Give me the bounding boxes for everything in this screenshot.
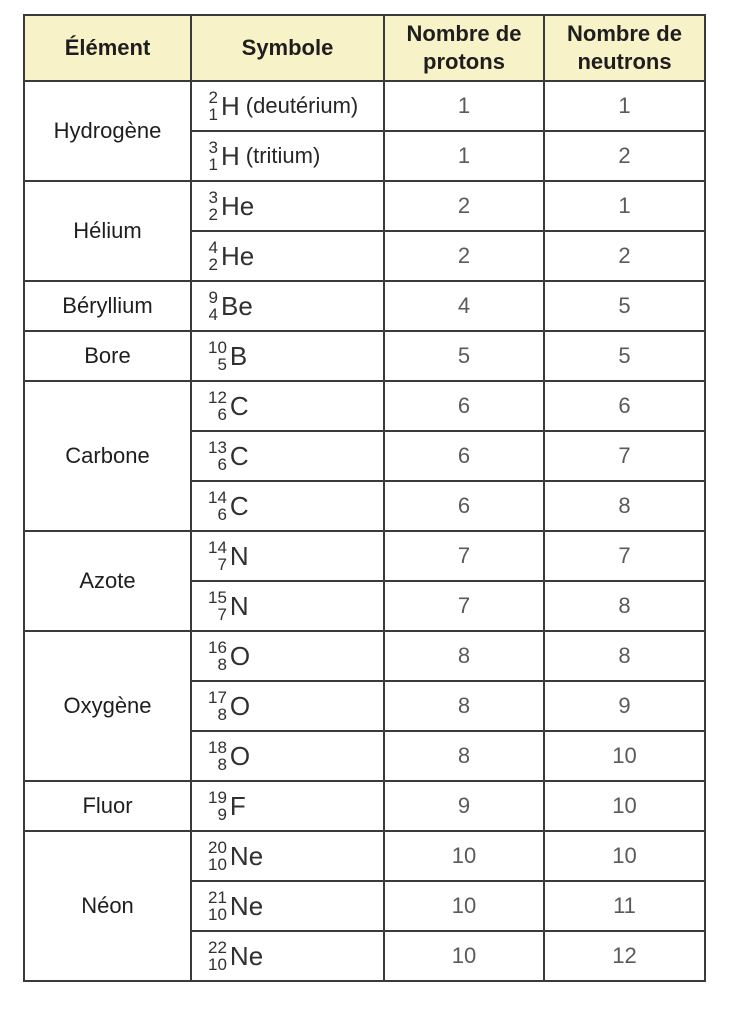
header-element: Élément: [24, 15, 191, 81]
proton-count: 2: [384, 231, 544, 281]
atomic-number: 10: [208, 955, 227, 974]
mass-number: 19: [208, 788, 227, 807]
nuclide-numbers: [208, 589, 227, 623]
nuclide-symbol-cell: [191, 881, 384, 931]
nuclide-notation: [208, 834, 263, 878]
element-symbol: Ne: [229, 891, 264, 921]
proton-count: 8: [384, 631, 544, 681]
nuclide-numbers: [208, 639, 227, 673]
proton-count: 10: [384, 881, 544, 931]
element-symbol: O: [229, 641, 251, 671]
proton-count: 8: [384, 731, 544, 781]
neutron-count: 5: [544, 281, 705, 331]
element-name: Fluor: [24, 781, 191, 831]
nuclide-notation: [208, 284, 253, 328]
mass-number: 14: [208, 538, 227, 557]
element-symbol: F: [229, 791, 246, 821]
element-symbol: O: [229, 741, 251, 771]
nuclide-symbol-cell: [191, 531, 384, 581]
atomic-number: 2: [208, 255, 218, 274]
mass-number: 22: [208, 938, 227, 957]
proton-count: 6: [384, 431, 544, 481]
atomic-number: 1: [208, 105, 218, 124]
proton-count: 6: [384, 481, 544, 531]
nuclide-notation: [208, 584, 249, 628]
nuclide-numbers: [208, 389, 227, 423]
mass-number: 21: [208, 888, 227, 907]
nuclide-numbers: [208, 839, 227, 873]
element-symbol: C: [229, 491, 249, 521]
nuclide-notation: [208, 484, 249, 528]
mass-number: 4: [208, 238, 218, 257]
nuclide-numbers: [208, 489, 227, 523]
table-row: [24, 281, 705, 331]
mass-number: 13: [208, 438, 227, 457]
table-row: [24, 531, 705, 581]
neutron-count: 9: [544, 681, 705, 731]
element-symbol: C: [229, 391, 249, 421]
atomic-number: 6: [217, 505, 227, 524]
nuclide-symbol-cell: [191, 331, 384, 381]
neutron-count: 6: [544, 381, 705, 431]
proton-count: 6: [384, 381, 544, 431]
nuclide-notation: [208, 684, 250, 728]
neutron-count: 8: [544, 631, 705, 681]
nuclide-symbol-cell: [191, 681, 384, 731]
nuclide-numbers: [208, 89, 218, 123]
table-row: [24, 631, 705, 681]
mass-number: 12: [208, 388, 227, 407]
proton-count: 1: [384, 81, 544, 131]
nuclide-symbol-cell: [191, 281, 384, 331]
isotope-table: [23, 14, 706, 982]
nuclide-numbers: [208, 939, 227, 973]
element-symbol: Ne: [229, 941, 264, 971]
atomic-number: 10: [208, 905, 227, 924]
nuclide-notation: [208, 884, 263, 928]
nuclide-symbol-cell: [191, 181, 384, 231]
mass-number: 16: [208, 638, 227, 657]
atomic-number: 1: [208, 155, 218, 174]
table-row: [24, 181, 705, 231]
neutron-count: 2: [544, 131, 705, 181]
neutron-count: 1: [544, 81, 705, 131]
atomic-number: 10: [208, 855, 227, 874]
header-neutrons: Nombre de neutrons: [544, 15, 705, 81]
nuclide-numbers: [208, 289, 218, 323]
neutron-count: 5: [544, 331, 705, 381]
nuclide-notation: [208, 134, 320, 178]
nuclide-symbol-cell: [191, 831, 384, 881]
table-row: [24, 81, 705, 131]
nuclide-symbol-cell: [191, 381, 384, 431]
neutron-count: 10: [544, 731, 705, 781]
proton-count: 4: [384, 281, 544, 331]
atomic-number: 6: [217, 455, 227, 474]
nuclide-numbers: [208, 539, 227, 573]
nuclide-notation: [208, 84, 358, 128]
nuclide-symbol-cell: [191, 631, 384, 681]
table-body: [24, 81, 705, 981]
neutron-count: 11: [544, 881, 705, 931]
nuclide-symbol-cell: [191, 481, 384, 531]
mass-number: 3: [208, 188, 218, 207]
atomic-number: 6: [217, 405, 227, 424]
proton-count: 7: [384, 581, 544, 631]
neutron-count: 8: [544, 581, 705, 631]
proton-count: 10: [384, 831, 544, 881]
nuclide-symbol-cell: [191, 931, 384, 981]
atomic-number: 4: [208, 305, 218, 324]
table-header: [24, 15, 705, 81]
atomic-number: 2: [208, 205, 218, 224]
header-row: [24, 15, 705, 81]
mass-number: 2: [208, 88, 218, 107]
atomic-number: 7: [217, 605, 227, 624]
proton-count: 1: [384, 131, 544, 181]
nuclide-symbol-cell: [191, 431, 384, 481]
nuclide-numbers: [208, 739, 227, 773]
nuclide-symbol-cell: [191, 731, 384, 781]
isotope-name: (tritium): [245, 143, 321, 168]
element-symbol: N: [229, 591, 249, 621]
proton-count: 9: [384, 781, 544, 831]
table-row: [24, 831, 705, 881]
proton-count: 10: [384, 931, 544, 981]
nuclide-notation: [208, 634, 250, 678]
proton-count: 7: [384, 531, 544, 581]
mass-number: 3: [208, 138, 218, 157]
neutron-count: 12: [544, 931, 705, 981]
nuclide-numbers: [208, 239, 218, 273]
nuclide-symbol-cell: [191, 131, 384, 181]
nuclide-notation: [208, 534, 249, 578]
nuclide-symbol-cell: [191, 781, 384, 831]
element-symbol: Ne: [229, 841, 264, 871]
element-symbol: B: [229, 341, 248, 371]
mass-number: 17: [208, 688, 227, 707]
element-name: Néon: [24, 831, 191, 981]
nuclide-numbers: [208, 339, 227, 373]
nuclide-notation: [208, 334, 247, 378]
element-name: Hydrogène: [24, 81, 191, 181]
atomic-number: 5: [217, 355, 227, 374]
atomic-number: 8: [217, 755, 227, 774]
element-symbol: Be: [221, 291, 253, 321]
element-symbol: O: [229, 691, 251, 721]
mass-number: 18: [208, 738, 227, 757]
neutron-count: 2: [544, 231, 705, 281]
element-name: Béryllium: [24, 281, 191, 331]
mass-number: 9: [208, 288, 218, 307]
neutron-count: 10: [544, 781, 705, 831]
nuclide-notation: [208, 434, 249, 478]
proton-count: 5: [384, 331, 544, 381]
atomic-number: 9: [217, 805, 227, 824]
mass-number: 20: [208, 838, 227, 857]
atomic-number: 7: [217, 555, 227, 574]
nuclide-numbers: [208, 189, 218, 223]
nuclide-notation: [208, 934, 263, 978]
nuclide-notation: [208, 784, 246, 828]
nuclide-notation: [208, 734, 250, 778]
nuclide-numbers: [208, 689, 227, 723]
element-name: Hélium: [24, 181, 191, 281]
nuclide-notation: [208, 384, 249, 428]
nuclide-symbol-cell: [191, 581, 384, 631]
element-name: Bore: [24, 331, 191, 381]
element-name: Carbone: [24, 381, 191, 531]
table-row: [24, 781, 705, 831]
atomic-number: 8: [217, 655, 227, 674]
element-symbol: H: [221, 141, 240, 171]
mass-number: 15: [208, 588, 227, 607]
nuclide-numbers: [208, 789, 227, 823]
neutron-count: 1: [544, 181, 705, 231]
proton-count: 2: [384, 181, 544, 231]
element-name: Oxygène: [24, 631, 191, 781]
element-symbol: C: [229, 441, 249, 471]
nuclide-numbers: [208, 889, 227, 923]
element-symbol: H: [221, 91, 240, 121]
nuclide-numbers: [208, 439, 227, 473]
element-symbol: He: [221, 241, 255, 271]
neutron-count: 7: [544, 531, 705, 581]
element-symbol: He: [221, 191, 255, 221]
atomic-number: 8: [217, 705, 227, 724]
nuclide-symbol-cell: [191, 81, 384, 131]
isotope-name: (deutérium): [245, 93, 359, 118]
element-symbol: N: [229, 541, 249, 571]
neutron-count: 7: [544, 431, 705, 481]
nuclide-notation: [208, 234, 254, 278]
nuclide-notation: [208, 184, 254, 228]
mass-number: 10: [208, 338, 227, 357]
table-row: [24, 381, 705, 431]
mass-number: 14: [208, 488, 227, 507]
nuclide-symbol-cell: [191, 231, 384, 281]
neutron-count: 8: [544, 481, 705, 531]
nuclide-numbers: [208, 139, 218, 173]
header-protons: Nombre de protons: [384, 15, 544, 81]
element-name: Azote: [24, 531, 191, 631]
proton-count: 8: [384, 681, 544, 731]
neutron-count: 10: [544, 831, 705, 881]
header-symbol: Symbole: [191, 15, 384, 81]
table-row: [24, 331, 705, 381]
